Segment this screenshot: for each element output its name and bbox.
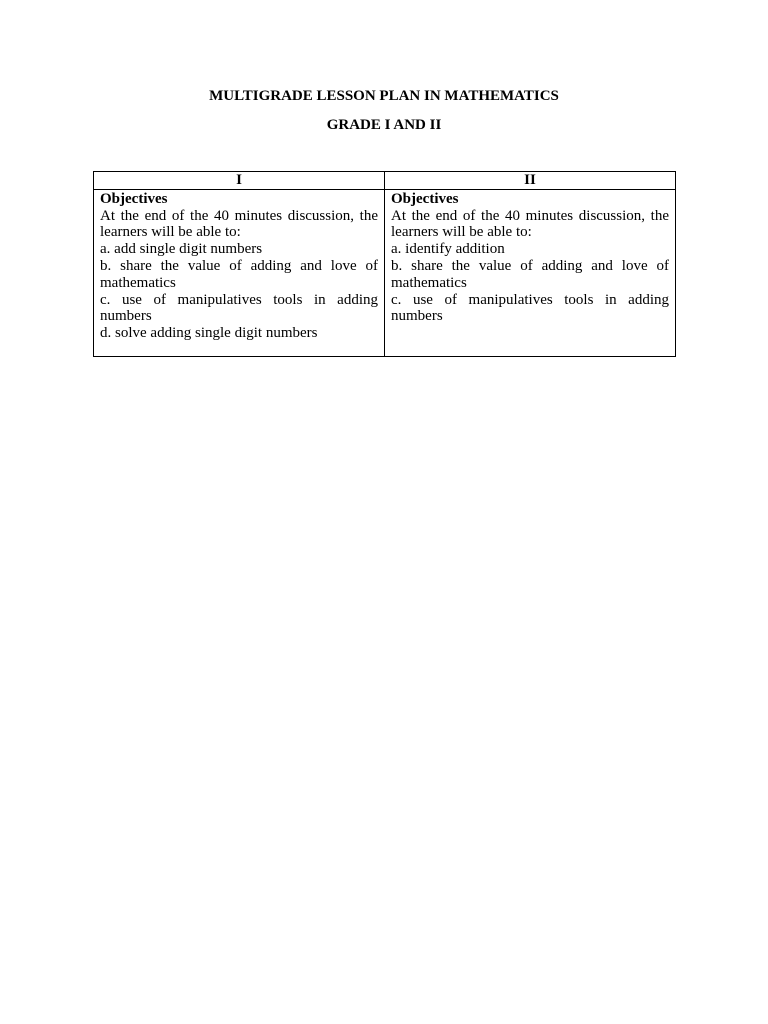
column-header-grade-2: II bbox=[385, 172, 676, 190]
document-title: MULTIGRADE LESSON PLAN IN MATHEMATICS bbox=[209, 88, 559, 104]
objective-item: b. share the value of adding and love of mathematics bbox=[391, 257, 669, 291]
objective-item: b. share the value of adding and love of mathematics bbox=[100, 257, 378, 291]
objectives-list bbox=[100, 241, 378, 342]
lesson-plan-table bbox=[93, 171, 676, 357]
objective-item: c. use of manipulatives tools in adding numbers bbox=[100, 291, 378, 325]
column-header-grade-1: I bbox=[94, 172, 385, 190]
objectives-heading: Objectives bbox=[100, 190, 168, 207]
objective-item: a. identify addition bbox=[391, 241, 505, 258]
objectives-list bbox=[391, 241, 669, 325]
objective-item: c. use of manipulatives tools in adding numbers bbox=[391, 291, 669, 325]
objectives-cell-grade-2 bbox=[385, 189, 676, 356]
objectives-intro: At the end of the 40 minutes discussion, the learners will be able to: bbox=[100, 207, 378, 241]
objective-item: d. solve adding single digit numbers bbox=[100, 325, 318, 342]
objectives-cell-grade-1 bbox=[94, 189, 385, 356]
table-row bbox=[94, 189, 676, 356]
objective-item: a. add single digit numbers bbox=[100, 241, 263, 258]
objectives-heading: Objectives bbox=[391, 190, 459, 207]
table-header-row bbox=[94, 172, 676, 190]
document-subtitle: GRADE I AND II bbox=[326, 117, 442, 133]
objectives-intro: At the end of the 40 minutes discussion, the learners will be able to: bbox=[391, 207, 669, 241]
